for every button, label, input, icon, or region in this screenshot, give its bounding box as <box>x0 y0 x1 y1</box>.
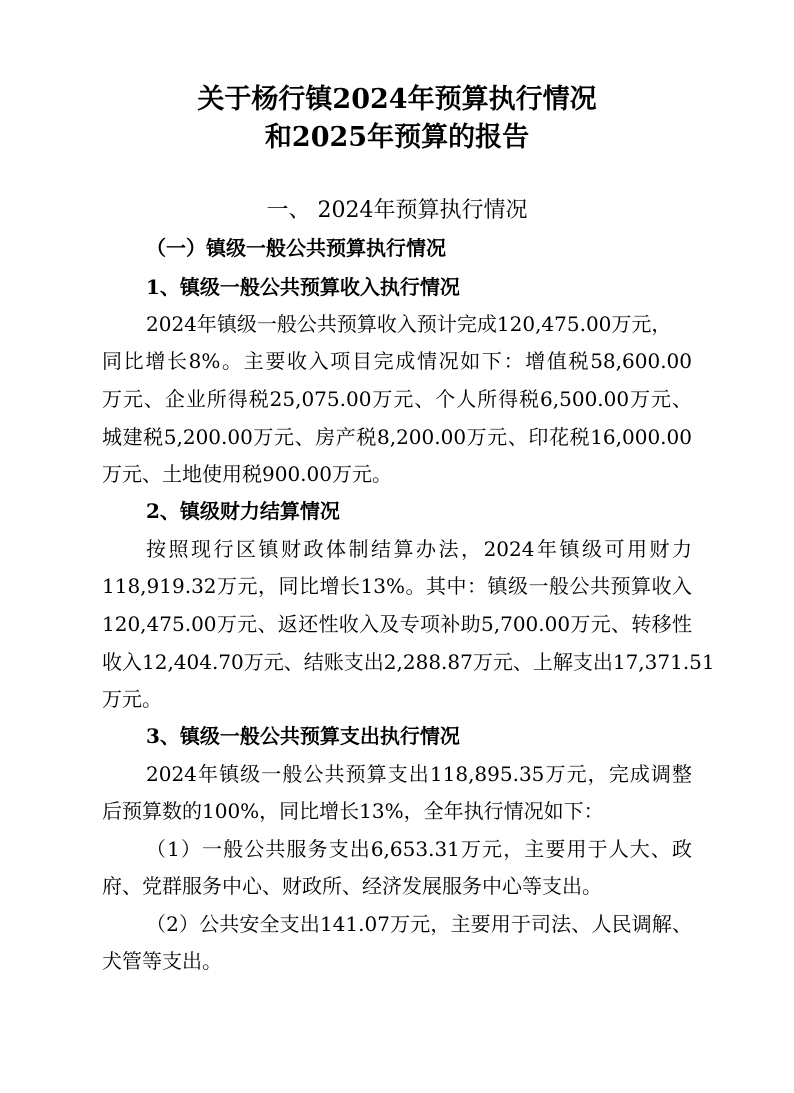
paragraph-revenue-line: 2024年镇级一般公共预算收入预计完成120,475.00万元， <box>146 312 672 336</box>
heading-revenue: 1、镇级一般公共预算收入执行情况 <box>146 275 460 299</box>
report-title-line-2: 和2025年预算的报告 <box>264 122 530 153</box>
paragraph-expenditure-line: 后预算数的100%，同比增长13%，全年执行情况如下： <box>102 799 604 823</box>
paragraph-settlement-line: 120,475.00万元、返还性收入及专项补助5,700.00万元、转移性 <box>102 612 692 636</box>
section-heading: 一、 2024年预算执行情况 <box>266 198 528 223</box>
paragraph-revenue-line: 同比增长8%。主要收入项目完成情况如下：增值税58,600.00 <box>102 349 692 373</box>
paragraph-settlement-line: 万元。 <box>102 687 162 711</box>
subsection-heading: （一）镇级一般公共预算执行情况 <box>146 236 446 260</box>
paragraph-public-services-line: （1）一般公共服务支出6,653.31万元，主要用于人大、政 <box>146 837 692 861</box>
paragraph-revenue-line: 城建税5,200.00万元、房产税8,200.00万元、印花税16,000.00 <box>102 425 692 449</box>
paragraph-expenditure-line: 2024年镇级一般公共预算支出118,895.35万元，完成调整 <box>146 762 692 786</box>
heading-expenditure: 3、镇级一般公共预算支出执行情况 <box>146 724 460 748</box>
paragraph-public-services-line: 府、党群服务中心、财政所、经济发展服务中心等支出。 <box>102 874 602 898</box>
heading-settlement: 2、镇级财力结算情况 <box>146 499 340 523</box>
paragraph-public-safety-line: 犬管等支出。 <box>102 949 222 973</box>
paragraph-revenue-line: 万元、土地使用税900.00万元。 <box>102 462 392 486</box>
paragraph-settlement-line: 按照现行区镇财政体制结算办法，2024年镇级可用财力 <box>146 537 692 561</box>
report-title-line-1: 关于杨行镇2024年预算执行情况 <box>197 84 597 115</box>
paragraph-revenue-line: 万元、企业所得税25,075.00万元、个人所得税6,500.00万元、 <box>102 387 692 411</box>
paragraph-settlement-line: 收入12,404.70万元、结账支出2,288.87万元、上解支出17,371.51 <box>102 650 715 674</box>
paragraph-public-safety-line: （2）公共安全支出141.07万元，主要用于司法、人民调解、 <box>146 912 692 936</box>
paragraph-settlement-line: 118,919.32万元，同比增长13%。其中：镇级一般公共预算收入 <box>102 574 692 598</box>
